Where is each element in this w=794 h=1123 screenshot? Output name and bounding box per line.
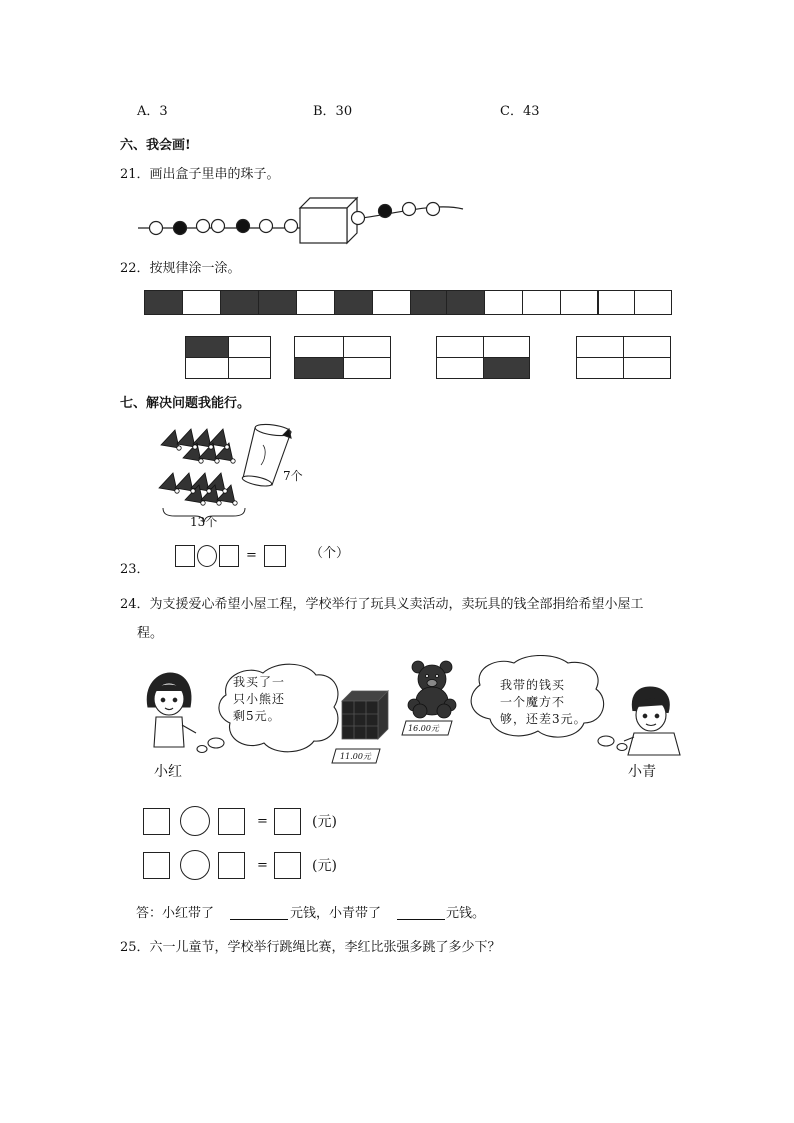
bead-white bbox=[427, 203, 440, 216]
answer-box[interactable] bbox=[274, 852, 301, 879]
option-b: B．30 bbox=[313, 104, 353, 119]
name-xiaohong: 小红 bbox=[154, 764, 182, 780]
teddy-bear bbox=[408, 661, 456, 718]
bead-black bbox=[174, 222, 187, 235]
option-a: A．3 bbox=[137, 104, 168, 119]
grid-cell bbox=[436, 357, 484, 379]
answer-mid: 元钱，小青带了 bbox=[290, 906, 382, 921]
unit-label: （个） bbox=[310, 546, 350, 561]
xiaohong-speech-line: 我买了一 bbox=[233, 675, 286, 689]
pattern-cell bbox=[560, 290, 599, 315]
grid-cell-shaded bbox=[483, 357, 530, 379]
pattern-cell bbox=[296, 290, 335, 315]
operator-circle[interactable] bbox=[180, 850, 210, 880]
pattern-cell-shaded bbox=[144, 290, 183, 315]
answer-box[interactable] bbox=[218, 852, 245, 879]
answer-box[interactable] bbox=[143, 808, 170, 835]
grid-2x2 bbox=[294, 336, 391, 379]
bead-white bbox=[285, 220, 298, 233]
grid-2x2 bbox=[436, 336, 530, 379]
answer-blank-xiaohong[interactable] bbox=[230, 906, 288, 920]
pattern-cell bbox=[484, 290, 523, 315]
answer-box[interactable] bbox=[219, 545, 239, 567]
bead-white bbox=[260, 220, 273, 233]
grid-cell bbox=[576, 357, 624, 379]
grid-cell bbox=[576, 336, 624, 358]
pattern-cell-shaded bbox=[220, 290, 259, 315]
bead-white bbox=[352, 212, 365, 225]
grid-cell bbox=[228, 357, 271, 379]
rubiks-cube bbox=[342, 691, 388, 739]
bear-price: 16.00元 bbox=[408, 724, 439, 733]
grid-cell bbox=[228, 336, 271, 358]
section-six-title: 六、我会画! bbox=[120, 138, 191, 153]
bead-white bbox=[403, 203, 416, 216]
grid-cell bbox=[483, 336, 530, 358]
tube-count-text: 7个 bbox=[283, 469, 303, 483]
answer-box[interactable] bbox=[218, 808, 245, 835]
bead-white bbox=[150, 222, 163, 235]
grid-cell bbox=[343, 357, 391, 379]
unit-label: (元) bbox=[312, 814, 337, 830]
toy-sale-figure bbox=[138, 655, 683, 785]
answer-blank-xiaoqing[interactable] bbox=[397, 906, 445, 920]
grid-cell-shaded bbox=[294, 357, 344, 379]
answer-prefix: 答：小红带了 bbox=[136, 906, 215, 921]
question-22-text: 22．按规律涂一涂。 bbox=[120, 261, 241, 276]
bead-white bbox=[197, 220, 210, 233]
pattern-cell-shaded bbox=[334, 290, 373, 315]
grid-cell bbox=[623, 357, 671, 379]
xiaohong-speech bbox=[233, 674, 285, 725]
pattern-row bbox=[144, 290, 672, 315]
grid-cell bbox=[343, 336, 391, 358]
answer-box[interactable] bbox=[274, 808, 301, 835]
operator-circle[interactable] bbox=[180, 806, 210, 836]
grid-cell bbox=[294, 336, 344, 358]
pattern-cell-shaded bbox=[446, 290, 485, 315]
bead-black bbox=[237, 220, 250, 233]
xiaoqing-speech-line: 我带的钱买 bbox=[500, 678, 566, 692]
xiaoqing-speech-line: 一个魔方不 bbox=[500, 695, 566, 709]
grid-cell bbox=[185, 357, 229, 379]
girl-xiaohong-figure bbox=[147, 673, 196, 747]
question-21-text: 21．画出盒子里串的珠子。 bbox=[120, 167, 280, 182]
pattern-cell bbox=[372, 290, 411, 315]
xiaohong-speech-line: 只小熊还 bbox=[233, 692, 286, 706]
answer-box[interactable] bbox=[175, 545, 195, 567]
pattern-cell bbox=[182, 290, 221, 315]
operator-circle[interactable] bbox=[197, 545, 217, 567]
question-25-text: 25．六一儿童节，学校举行跳绳比赛，李红比张强多跳了多少下？ bbox=[120, 940, 501, 955]
boy-xiaoqing-figure bbox=[624, 687, 680, 755]
cube-price: 11.00元 bbox=[340, 752, 371, 761]
question-23-number: 23． bbox=[120, 562, 150, 577]
question-24-text-line2: 程。 bbox=[137, 626, 164, 641]
name-xiaoqing: 小青 bbox=[628, 764, 656, 780]
answer-box[interactable] bbox=[143, 852, 170, 879]
question-24-text-line1: 24．为支援爱心希望小屋工程，学校举行了玩具义卖活动，卖玩具的钱全部捐给希望小屋工 bbox=[120, 597, 644, 612]
total-count-label: 13个 bbox=[190, 515, 218, 529]
equals-sign: = bbox=[257, 814, 268, 829]
bead-box bbox=[300, 198, 357, 243]
pattern-cell bbox=[634, 290, 672, 315]
pattern-cell bbox=[522, 290, 561, 315]
equals-sign: = bbox=[246, 548, 257, 563]
xiaoqing-speech bbox=[500, 677, 587, 728]
section-seven-title: 七、解决问题我能行。 bbox=[120, 396, 251, 411]
grid-cell bbox=[436, 336, 484, 358]
unit-label: (元) bbox=[312, 858, 337, 874]
option-c: C．43 bbox=[500, 104, 540, 119]
bead-black bbox=[379, 205, 392, 218]
bead-string-figure bbox=[135, 190, 470, 246]
pattern-cell-shaded bbox=[258, 290, 297, 315]
grid-cell bbox=[623, 336, 671, 358]
answer-end: 元钱。 bbox=[446, 906, 486, 921]
bead-white bbox=[212, 220, 225, 233]
grid-cell-shaded bbox=[185, 336, 229, 358]
pattern-cell-shaded bbox=[410, 290, 449, 315]
answer-box[interactable] bbox=[264, 545, 286, 567]
equals-sign: = bbox=[257, 858, 268, 873]
pattern-cell bbox=[597, 290, 635, 315]
xiaoqing-speech-line: 够，还差3元。 bbox=[500, 712, 587, 726]
grid-2x2 bbox=[185, 336, 271, 379]
grid-2x2 bbox=[576, 336, 671, 379]
xiaohong-speech-line: 剩5元。 bbox=[233, 709, 281, 723]
